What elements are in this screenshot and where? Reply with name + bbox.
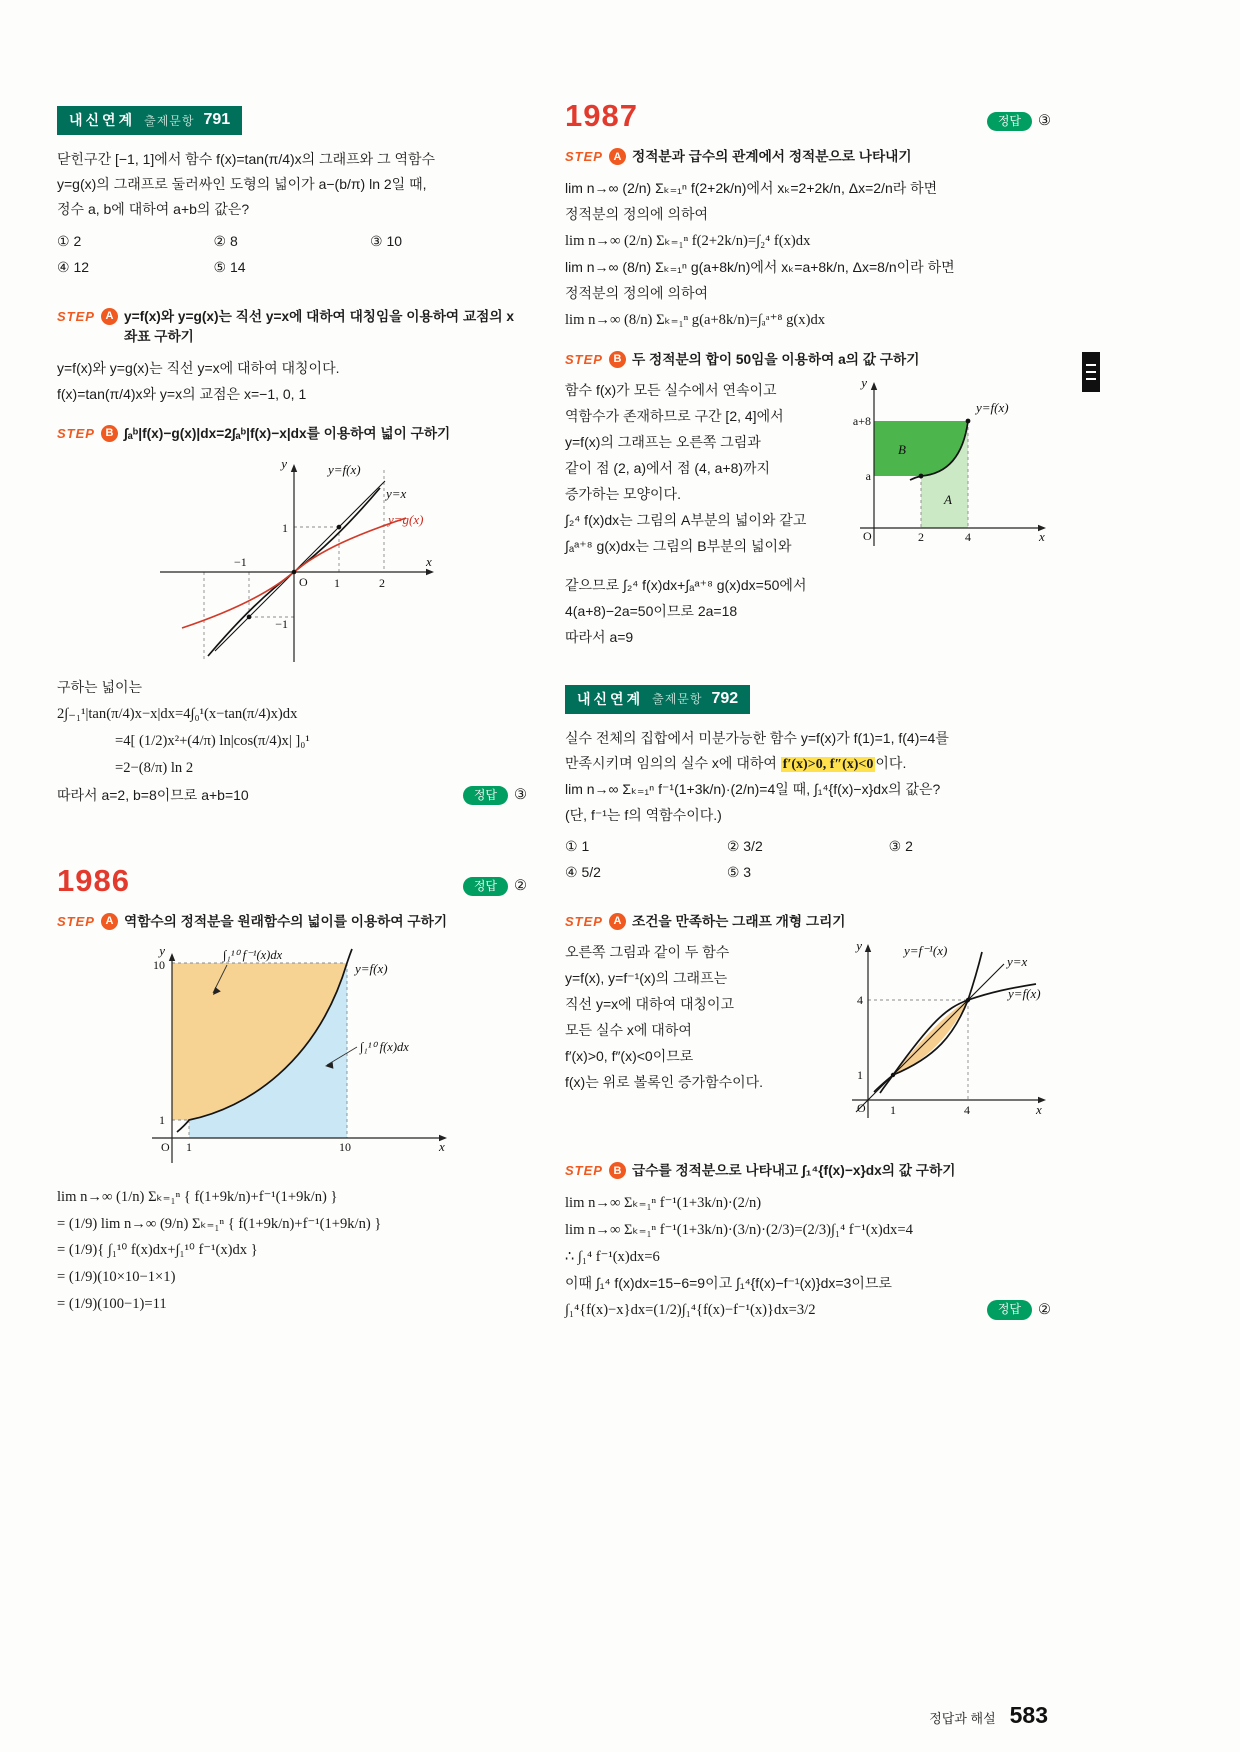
graph-792 — [836, 940, 1051, 1130]
statement-line — [565, 751, 1051, 777]
x-axis-label: x — [1036, 1102, 1042, 1118]
origin-label: O — [161, 1139, 170, 1154]
y-tick-m1: −1 — [275, 617, 288, 632]
solution-line: 4(a+8)−2a=50이므로 2a=18 — [565, 602, 738, 619]
solution-line: lim n→∞ (2/n) Σₖ₌₁ⁿ f(2+2k/n)에서 xₖ=2+2k/n, Δx=2/n라 하면 — [565, 179, 938, 196]
answer-badge: 정답 — [463, 877, 508, 896]
statement-text: 이다. — [875, 755, 907, 772]
problem-792-badge-row — [565, 685, 1051, 714]
choice-item: ⑤ 14 — [213, 258, 246, 275]
x-tick-4: 4 — [964, 1103, 970, 1118]
solution-line: =2−(8/π) ln 2 — [115, 760, 194, 777]
solution-line: 같으므로 ∫₂⁴ f(x)dx+∫ₐᵃ⁺⁸ g(x)dx=50에서 — [565, 576, 807, 593]
problem-1986 — [57, 862, 527, 1318]
step-word: STEP — [565, 913, 603, 929]
step-title: ∫ₐᵇ|f(x)−g(x)|dx=2∫ₐᵇ|f(x)−x|dx를 이용하여 넓이 구하기 — [123, 425, 451, 441]
problem-statement — [565, 726, 1051, 828]
solution-line: lim n→∞ (8/n) Σₖ₌₁ⁿ g(a+8k/n)에서 xₖ=a+8k/n, Δx=8/n이라 하면 — [565, 258, 955, 275]
solution-line: f′(x)>0, f″(x)<0이므로 — [565, 1048, 694, 1065]
curve-label-f: y=f(x) — [1008, 986, 1041, 1002]
solution-line: 증가하는 모양이다. — [565, 486, 681, 503]
step-letter-icon: B — [101, 425, 118, 442]
step-b-body — [565, 1190, 1051, 1324]
solution-line: = (1/9){ ∫₁¹⁰ f(x)dx+∫₁¹⁰ f⁻¹(x)dx } — [57, 1242, 258, 1259]
x-tick-4: 4 — [965, 530, 971, 545]
solution-line: lim n→∞ (2/n) Σₖ₌₁ⁿ f(2+2k/n)=∫₂⁴ f(x)dx — [565, 232, 811, 249]
answer-number: ② — [514, 878, 527, 895]
step-title: y=f(x)와 y=g(x)는 직선 y=x에 대하여 대칭임을 이용하여 교점의 x좌표 구하기 — [123, 308, 515, 345]
step-word: STEP — [57, 308, 95, 324]
curve-label-finv: y=f⁻¹(x) — [904, 943, 948, 959]
solution-line: 2∫₋₁¹|tan(π/4)x−x|dx=4∫₀¹(x−tan(π/4)x)dx — [57, 706, 298, 723]
step-a-header — [565, 147, 1051, 168]
final-line-row — [565, 1297, 1051, 1324]
x-axis-label: x — [1039, 529, 1045, 545]
solution-line: ∫ₐᵃ⁺⁸ g(x)dx는 그림의 B부분의 넓이와 — [565, 538, 792, 555]
step-b-header — [565, 1161, 1051, 1182]
step-b-body — [57, 675, 527, 809]
y-tick-1: 1 — [159, 1112, 165, 1127]
step-b-header — [565, 350, 1051, 371]
tab-icon — [1086, 371, 1096, 373]
problem-number: 1987 — [565, 98, 638, 133]
y-tick-a: a — [865, 469, 871, 484]
choice-list — [57, 233, 527, 285]
answer-number: ③ — [1038, 113, 1051, 130]
step-title: 두 정적분의 합이 50임을 이용하여 a의 값 구하기 — [631, 351, 920, 367]
x-tick-2: 2 — [379, 576, 385, 591]
annotation-int-f: ∫₁¹⁰ f(x)dx — [360, 1039, 409, 1054]
step-word: STEP — [565, 149, 603, 164]
statement-line: (단, f⁻¹는 f의 역함수이다.) — [565, 806, 722, 823]
origin-label: O — [857, 1101, 866, 1116]
step-b-header — [57, 424, 527, 445]
page-number: 583 — [1009, 1702, 1048, 1728]
step-letter-icon: A — [101, 913, 118, 930]
origin-label: O — [863, 529, 872, 544]
curve-label-yx: y=x — [386, 486, 407, 502]
x-tick-1: 1 — [334, 576, 340, 591]
choice-item: ⑤ 3 — [726, 863, 752, 880]
solution-1986-body — [57, 1184, 527, 1319]
choice-list — [565, 838, 1051, 890]
choice-item: ③ 2 — [888, 837, 913, 854]
statement-line: 닫힌구간 [−1, 1]에서 함수 f(x)=tan(π/4)x의 그래프와 그 역함수 — [57, 151, 436, 167]
solution-line: 정적분의 정의에 의하여 — [565, 205, 709, 222]
step-word: STEP — [57, 913, 95, 929]
source-badge — [57, 106, 242, 135]
answer-number: ③ — [514, 787, 527, 804]
choice-item: ① 1 — [565, 837, 590, 854]
graph-1987 — [846, 378, 1051, 558]
solution-line: 직선 y=x에 대하여 대칭이고 — [565, 996, 735, 1013]
choice-item: ② 8 — [213, 232, 238, 249]
chapter-side-tab — [1082, 352, 1100, 392]
solution-line: lim n→∞ (8/n) Σₖ₌₁ⁿ g(a+8k/n)=∫ₐᵃ⁺⁸ g(x)dx — [565, 311, 826, 328]
solution-line: 역함수가 존재하므로 구간 [2, 4]에서 — [565, 408, 784, 425]
solution-line: ∫₂⁴ f(x)dx는 그림의 A부분의 넓이와 같고 — [565, 512, 807, 529]
x-tick-m1: −1 — [234, 555, 247, 570]
step-word: STEP — [565, 351, 603, 367]
answer-badge: 정답 — [987, 112, 1032, 131]
x-tick-1: 1 — [186, 1139, 192, 1154]
y-axis-label: y — [281, 456, 287, 472]
annotation-int-finv: ∫₁¹⁰ f⁻¹(x)dx — [223, 947, 283, 962]
solution-line: y=f(x)의 그래프는 오른쪽 그림과 — [565, 434, 761, 451]
answer-1986 — [463, 877, 527, 896]
statement-line: lim n→∞ Σₖ₌₁ⁿ f⁻¹(1+3k/n)·(2/n)=4일 때, ∫₁⁴{f(x)−x}dx의 값은? — [565, 781, 941, 798]
y-axis-label: y — [861, 378, 867, 391]
solution-line: f(x)=tan(π/4)x와 y=x의 교점은 x=−1, 0, 1 — [57, 385, 307, 402]
problem-791 — [57, 106, 527, 809]
curve-label-f: y=f(x) — [328, 462, 361, 478]
solution-line: y=f(x)와 y=g(x)는 직선 y=x에 대하여 대칭이다. — [57, 359, 340, 376]
source-badge — [565, 685, 750, 714]
solution-line: 오른쪽 그림과 같이 두 함수 — [565, 944, 730, 961]
problem-statement — [57, 147, 527, 223]
graph-1986 — [127, 943, 457, 1178]
solution-line: 구하는 넓이는 — [57, 679, 143, 696]
graph-791 — [142, 454, 442, 669]
curve-label-f: y=f(x) — [355, 960, 388, 976]
solution-line: = (1/9) lim n→∞ (9/n) Σₖ₌₁ⁿ { f(1+9k/n)+f⁻¹(1+9k/n) } — [57, 1215, 382, 1232]
y-tick-10: 10 — [153, 957, 165, 972]
y-axis-label: y — [856, 940, 862, 954]
solution-line: lim n→∞ (1/n) Σₖ₌₁ⁿ { f(1+9k/n)+f⁻¹(1+9k/n) } — [57, 1188, 338, 1205]
step-b-body — [565, 378, 1051, 651]
step-a-body — [57, 356, 527, 408]
step-title: 역함수의 정적분을 원래함수의 넓이를 이용하여 구하기 — [123, 913, 448, 929]
solution-line: 따라서 a=2, b=8이므로 a+b=10 — [57, 786, 249, 803]
solution-line: 이때 ∫₁⁴ f(x)dx=15−6=9이고 ∫₁⁴{f(x)−f⁻¹(x)}dx=3이므로 — [565, 1274, 892, 1291]
curve-label-f: y=f(x) — [976, 400, 1009, 416]
solution-line: 따라서 a=9 — [565, 628, 634, 645]
y-tick-4: 4 — [857, 993, 863, 1008]
heading-1986 — [57, 862, 527, 898]
origin-label: O — [299, 575, 308, 590]
solution-line: = (1/9)(100−1)=11 — [57, 1296, 167, 1313]
badge-label: 출제문항 — [652, 692, 703, 707]
y-axis-label: y — [159, 942, 165, 958]
step-letter-icon: A — [609, 913, 626, 930]
solution-line: f(x)는 위로 볼록인 증가함수이다. — [565, 1074, 764, 1091]
x-tick-10: 10 — [339, 1139, 351, 1154]
x-tick-2: 2 — [918, 530, 924, 545]
step-title: 조건을 만족하는 그래프 개형 그리기 — [631, 913, 846, 929]
solution-line: 모든 실수 x에 대하여 — [565, 1022, 692, 1039]
step-title: 정적분과 급수의 관계에서 정적분으로 나타내기 — [631, 149, 912, 164]
problem-number: 1986 — [57, 862, 130, 898]
statement-line: 정수 a, b에 대하여 a+b의 값은? — [57, 201, 250, 218]
problem-792 — [565, 685, 1051, 1324]
solution-line: lim n→∞ Σₖ₌₁ⁿ f⁻¹(1+3k/n)·(2/n) — [565, 1194, 762, 1211]
solution-line: lim n→∞ Σₖ₌₁ⁿ f⁻¹(1+3k/n)·(3/n)·(2/3)=(2/3)∫₁⁴ f⁻¹(x)dx=4 — [565, 1221, 913, 1238]
region-label-a: A — [944, 492, 952, 508]
badge-label: 출제문항 — [144, 113, 195, 128]
statement-line: 실수 전체의 집합에서 미분가능한 함수 y=f(x)가 f(1)=1, f(4)=4를 — [565, 729, 949, 746]
answer-792 — [987, 1297, 1051, 1324]
solution-line: 같이 점 (2, a)에서 점 (4, a+8)까지 — [565, 460, 771, 477]
final-line-row — [57, 782, 527, 809]
curve-label-g: y=g(x) — [388, 512, 424, 528]
step-letter-icon: A — [609, 148, 626, 165]
footer-label: 정답과 해설 — [929, 1711, 996, 1726]
region-label-b: B — [898, 442, 906, 458]
step-a-header — [565, 912, 1051, 933]
solution-line: ∴ ∫₁⁴ f⁻¹(x)dx=6 — [565, 1248, 660, 1265]
choice-item: ③ 10 — [370, 232, 403, 249]
choice-item: ④ 5/2 — [565, 863, 601, 880]
step-a-header — [57, 307, 527, 348]
solution-line: y=f(x), y=f⁻¹(x)의 그래프는 — [565, 970, 728, 987]
regions — [172, 963, 347, 1138]
right-column — [565, 100, 1051, 1324]
solution-line: =4[ (1/2)x²+(4/π) ln|cos(π/4)x| ]₀¹ — [115, 733, 310, 750]
answer-number: ② — [1038, 1301, 1051, 1318]
step-a-body — [565, 940, 1051, 1145]
statement-line: y=g(x)의 그래프로 둘러싸인 도형의 넓이가 a−(b/π) ln 2일 때, — [57, 176, 427, 193]
step-word: STEP — [565, 1163, 603, 1179]
answer-791 — [463, 782, 527, 809]
highlighted-condition: f′(x)>0, f″(x)<0 — [782, 757, 874, 773]
step-letter-icon: A — [101, 308, 118, 325]
figure-1986 — [57, 943, 527, 1178]
answer-badge: 정답 — [463, 786, 508, 805]
figure-1987 — [846, 378, 1051, 567]
badge-brand: 내신연계 — [69, 112, 136, 128]
choice-item: ① 2 — [57, 232, 82, 249]
tab-icon — [1086, 364, 1096, 366]
badge-number: 791 — [203, 111, 231, 128]
answer-1987 — [987, 112, 1051, 131]
y-tick-a8: a+8 — [852, 414, 871, 429]
solution-line: 함수 f(x)가 모든 실수에서 연속이고 — [565, 382, 777, 399]
tab-icon — [1086, 378, 1096, 380]
step-word: STEP — [57, 425, 95, 441]
curve-label-yx: y=x — [1007, 954, 1028, 970]
heading-1987 — [565, 100, 1051, 131]
figure-792 — [836, 940, 1051, 1139]
step-a-body — [565, 176, 1051, 334]
problem-791-badge-row — [57, 106, 527, 135]
left-column — [57, 106, 527, 1318]
y-tick-1: 1 — [282, 521, 288, 536]
y-tick-1: 1 — [857, 1068, 863, 1083]
page-footer — [0, 1702, 1048, 1729]
x-tick-1: 1 — [890, 1103, 896, 1118]
step-letter-icon: B — [609, 1162, 626, 1179]
step-letter-icon: B — [609, 351, 626, 368]
x-axis-label: x — [426, 554, 432, 570]
badge-brand: 내신연계 — [577, 690, 644, 707]
solution-line: = (1/9)(10×10−1×1) — [57, 1269, 176, 1286]
statement-text: 만족시키며 임의의 실수 x에 대하여 — [565, 755, 781, 772]
figure-791 — [57, 454, 527, 669]
step-title: 급수를 정적분으로 나타내고 ∫₁⁴{f(x)−x}dx의 값 구하기 — [631, 1163, 956, 1179]
problem-1987 — [565, 100, 1051, 651]
x-axis-label: x — [439, 1138, 445, 1154]
step-a-header — [57, 912, 527, 933]
badge-number: 792 — [711, 689, 739, 707]
answer-badge: 정답 — [987, 1300, 1032, 1319]
solution-line: ∫₁⁴{f(x)−x}dx=(1/2)∫₁⁴{f(x)−f⁻¹(x)}dx=3/2 — [565, 1301, 816, 1318]
choice-item: ② 3/2 — [726, 837, 763, 854]
choice-item: ④ 12 — [57, 258, 90, 275]
solution-line: 정적분의 정의에 의하여 — [565, 284, 709, 301]
